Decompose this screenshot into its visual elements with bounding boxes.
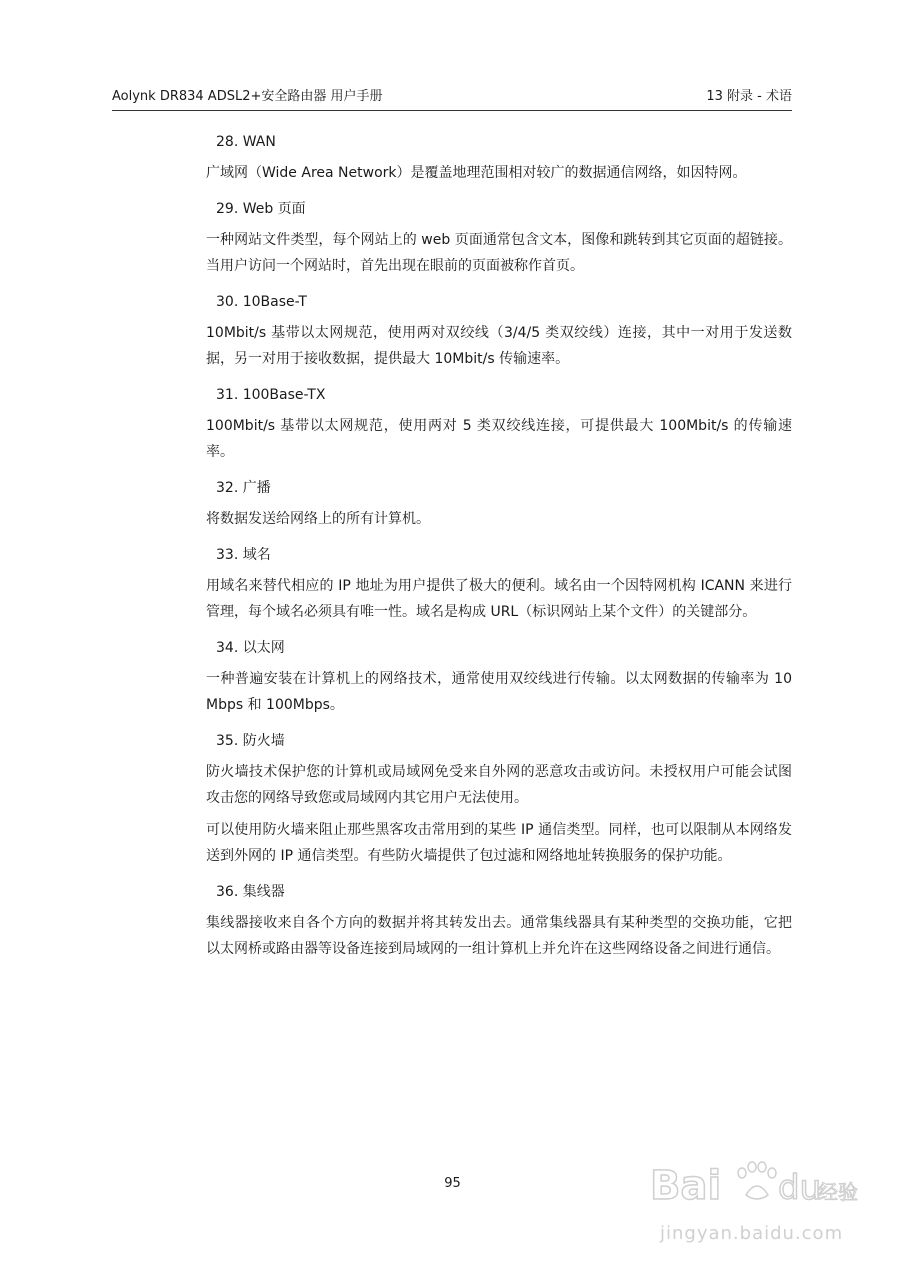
glossary-entry [206, 476, 792, 532]
entry-paragraph: 10Mbit/s 基带以太网规范，使用两对双绞线（3/4/5 类双绞线）连接，其中一对用于发送数据，另一对用于接收数据，提供最大 10Mbit/s 传输速率。 [206, 325, 792, 367]
entry-title: 36. 集线器 [216, 884, 285, 900]
entry-paragraph: 一种网站文件类型，每个网站上的 web 页面通常包含文本，图像和跳转到其它页面的超链接。当用户访问一个网站时，首先出现在眼前的页面被称作首页。 [206, 232, 792, 274]
glossary-entry [206, 880, 792, 962]
svg-text:经验: 经验 [818, 1180, 858, 1204]
entry-title: 31. 100Base-TX [216, 387, 326, 403]
entry-title: 28. WAN [216, 134, 276, 150]
entry-title: 33. 域名 [216, 547, 271, 563]
entry-title: 32. 广播 [216, 480, 271, 496]
baidu-watermark [640, 1145, 870, 1255]
svg-text:Bai: Bai [650, 1163, 722, 1209]
entry-title: 34. 以太网 [216, 640, 285, 656]
entry-title: 30. 10Base-T [216, 294, 307, 310]
entry-title: 29. Web 页面 [216, 201, 306, 217]
header-title: Aolynk DR834 ADSL2+安全路由器 用户手册 [112, 89, 383, 104]
entry-paragraph: 集线器接收来自各个方向的数据并将其转发出去。通常集线器具有某种类型的交换功能，它把以太网桥或路由器等设备连接到局域网的一组计算机上并允许在这些网络设备之间进行通信。 [206, 915, 792, 957]
header-chapter: 13 附录 - 术语 [706, 89, 792, 104]
entry-paragraph: 用域名来替代相应的 IP 地址为用户提供了极大的便利。域名由一个因特网机构 ICANN 来进行管理，每个域名必须具有唯一性。域名是构成 URL（标识网站上某个文件）的关键部分。 [206, 578, 792, 620]
glossary-entry [206, 130, 792, 186]
glossary-entry [206, 636, 792, 718]
glossary-entry [206, 383, 792, 465]
glossary-content [206, 130, 792, 962]
entry-paragraph: 100Mbit/s 基带以太网规范，使用两对 5 类双绞线连接，可提供最大 100Mbit/s 的传输速率。 [206, 418, 792, 460]
entry-paragraph: 将数据发送给网络上的所有计算机。 [206, 511, 430, 527]
glossary-entry [206, 543, 792, 625]
watermark-url: jingyan.baidu.com [660, 1223, 844, 1244]
glossary-entry [206, 197, 792, 279]
entry-paragraph: 广域网（Wide Area Network）是覆盖地理范围相对较广的数据通信网络，如因特网。 [206, 165, 747, 181]
page-header [112, 88, 792, 111]
svg-text:du: du [778, 1168, 822, 1208]
entry-paragraph: 防火墙技术保护您的计算机或局域网免受来自外网的恶意攻击或访问。未授权用户可能会试图攻击您的网络导致您或局域网内其它用户无法使用。 [206, 764, 792, 806]
page-number: 95 [444, 1176, 461, 1191]
entry-paragraph: 一种普遍安装在计算机上的网络技术，通常使用双绞线进行传输。以太网数据的传输率为 10 Mbps 和 100Mbps。 [206, 671, 792, 713]
entry-title: 35. 防火墙 [216, 733, 285, 749]
glossary-entry [206, 290, 792, 372]
entry-paragraph: 可以使用防火墙来阻止那些黑客攻击常用到的某些 IP 通信类型。同样，也可以限制从本网络发送到外网的 IP 通信类型。有些防火墙提供了包过滤和网络地址转换服务的保护功能。 [206, 822, 792, 864]
glossary-entry [206, 729, 792, 869]
